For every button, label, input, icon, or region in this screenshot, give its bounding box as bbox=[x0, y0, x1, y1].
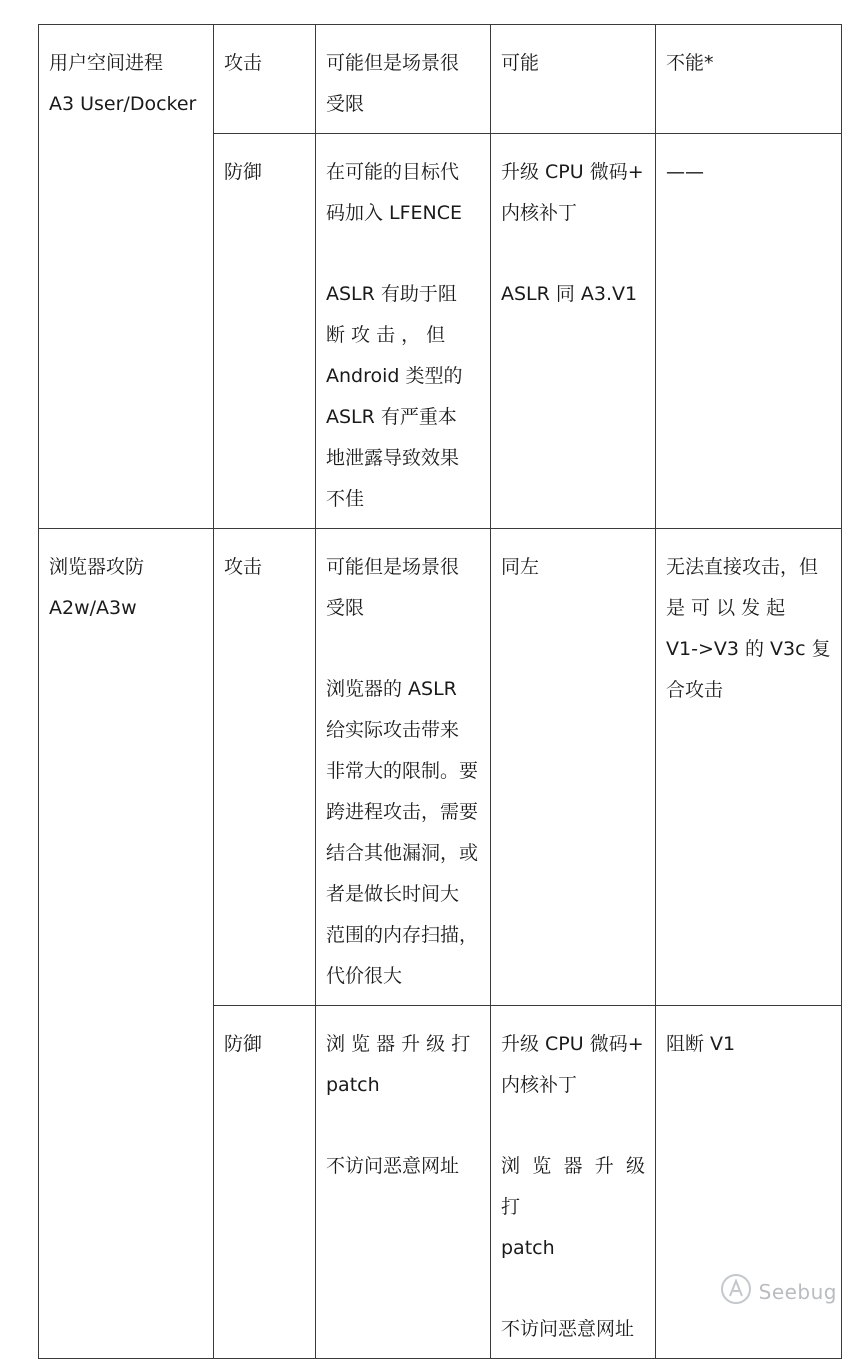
table-cell bbox=[316, 1006, 491, 1359]
cell-line: 不访问恶意网址 bbox=[501, 1318, 635, 1340]
cell-paragraph bbox=[666, 43, 831, 84]
cell-line: 浏 览 器 升 级 打 bbox=[326, 1033, 471, 1055]
subject-line: 用户空间进程 bbox=[49, 52, 164, 74]
table-cell bbox=[316, 25, 491, 134]
cell-line: 码加入 LFENCE bbox=[326, 202, 463, 224]
table-cell bbox=[491, 1006, 656, 1359]
action-label: 攻击 bbox=[224, 52, 263, 74]
cell-line: V1->V3 的 V3c 复 bbox=[666, 638, 831, 660]
cell-line: 地泄露导致效果 bbox=[326, 447, 460, 469]
cell-line: 是 可 以 发 起 bbox=[666, 597, 786, 619]
cell-line: patch bbox=[501, 1237, 555, 1259]
cell-line: 代价很大 bbox=[326, 965, 403, 987]
cell-line: 内核补丁 bbox=[501, 202, 578, 224]
action-cell bbox=[214, 134, 316, 529]
cell-line: 非常大的限制。要 bbox=[326, 760, 479, 782]
action-cell bbox=[214, 25, 316, 134]
cell-line: 可能但是场景很 bbox=[326, 556, 460, 578]
cell-paragraph bbox=[326, 1146, 480, 1187]
table-cell bbox=[491, 25, 656, 134]
cell-paragraph bbox=[501, 1146, 645, 1269]
seebug-watermark bbox=[719, 1272, 837, 1311]
table-cell bbox=[316, 529, 491, 1006]
cell-line: Android 类型的 bbox=[326, 365, 463, 387]
comparison-table bbox=[38, 24, 842, 1359]
watermark-text: Seebug bbox=[758, 1279, 837, 1304]
cell-line: 浏览器的 ASLR bbox=[326, 678, 457, 700]
seebug-logo-icon bbox=[719, 1272, 753, 1311]
cell-line: 可能但是场景很 bbox=[326, 52, 460, 74]
cell-paragraph bbox=[501, 1309, 645, 1350]
cell-line: 不能* bbox=[666, 52, 714, 74]
cell-line: ASLR 有助于阻 bbox=[326, 283, 457, 305]
cell-line: 范围的内存扫描， bbox=[326, 924, 479, 946]
cell-line: 合攻击 bbox=[666, 679, 724, 701]
cell-paragraph bbox=[666, 547, 831, 711]
cell-paragraph bbox=[666, 1024, 831, 1065]
cell-paragraph bbox=[501, 274, 645, 315]
cell-line: 结合其他漏洞，或 bbox=[326, 842, 479, 864]
cell-line: 可能 bbox=[501, 52, 540, 74]
table-cell bbox=[491, 529, 656, 1006]
subject-line: A3 User/Docker bbox=[49, 93, 197, 115]
cell-line: patch bbox=[326, 1074, 380, 1096]
table-row bbox=[39, 25, 842, 134]
cell-line: 不佳 bbox=[326, 488, 365, 510]
subject-line: A2w/A3w bbox=[49, 597, 137, 619]
table-cell bbox=[656, 134, 842, 529]
cell-paragraph bbox=[501, 547, 645, 588]
action-label: 防御 bbox=[224, 161, 263, 183]
cell-paragraph bbox=[666, 152, 831, 193]
cell-line: 升级 CPU 微码+ bbox=[501, 1033, 644, 1055]
cell-line: 断 攻 击 ， 但 bbox=[326, 324, 446, 346]
cell-line: 升级 CPU 微码+ bbox=[501, 161, 644, 183]
table-cell bbox=[316, 134, 491, 529]
cell-line: 在可能的目标代 bbox=[326, 161, 460, 183]
cell-line: ASLR 同 A3.V1 bbox=[501, 283, 638, 305]
cell-paragraph bbox=[326, 547, 480, 629]
action-cell bbox=[214, 529, 316, 1006]
cell-line: 内核补丁 bbox=[501, 1074, 578, 1096]
subject-cell bbox=[39, 25, 214, 529]
cell-paragraph bbox=[326, 152, 480, 234]
cell-line: 无法直接攻击，但 bbox=[666, 556, 819, 578]
cell-line: 阻断 V1 bbox=[666, 1033, 736, 1055]
action-label: 防御 bbox=[224, 1033, 263, 1055]
cell-line: 受限 bbox=[326, 93, 365, 115]
action-cell bbox=[214, 1006, 316, 1359]
action-label: 攻击 bbox=[224, 556, 263, 578]
cell-line: 浏 览 器 升 级 打 bbox=[501, 1155, 645, 1218]
cell-paragraph bbox=[326, 669, 480, 997]
cell-line: 同左 bbox=[501, 556, 540, 578]
table-cell bbox=[656, 25, 842, 134]
cell-line: 受限 bbox=[326, 597, 365, 619]
cell-paragraph bbox=[501, 152, 645, 234]
cell-paragraph bbox=[501, 1024, 645, 1106]
cell-line: 给实际攻击带来 bbox=[326, 719, 460, 741]
table-row bbox=[39, 529, 842, 1006]
subject-line: 浏览器攻防 bbox=[49, 556, 145, 578]
cell-line: 跨进程攻击，需要 bbox=[326, 801, 479, 823]
table-cell bbox=[656, 529, 842, 1006]
cell-paragraph bbox=[501, 43, 645, 84]
subject-cell bbox=[39, 529, 214, 1359]
cell-paragraph bbox=[326, 43, 480, 125]
cell-paragraph bbox=[326, 274, 480, 520]
cell-line: ASLR 有严重本 bbox=[326, 406, 457, 428]
table-cell bbox=[491, 134, 656, 529]
cell-paragraph bbox=[326, 1024, 480, 1106]
cell-line: 不访问恶意网址 bbox=[326, 1155, 460, 1177]
cell-line: 者是做长时间大 bbox=[326, 883, 460, 905]
cell-line: —— bbox=[666, 161, 704, 183]
